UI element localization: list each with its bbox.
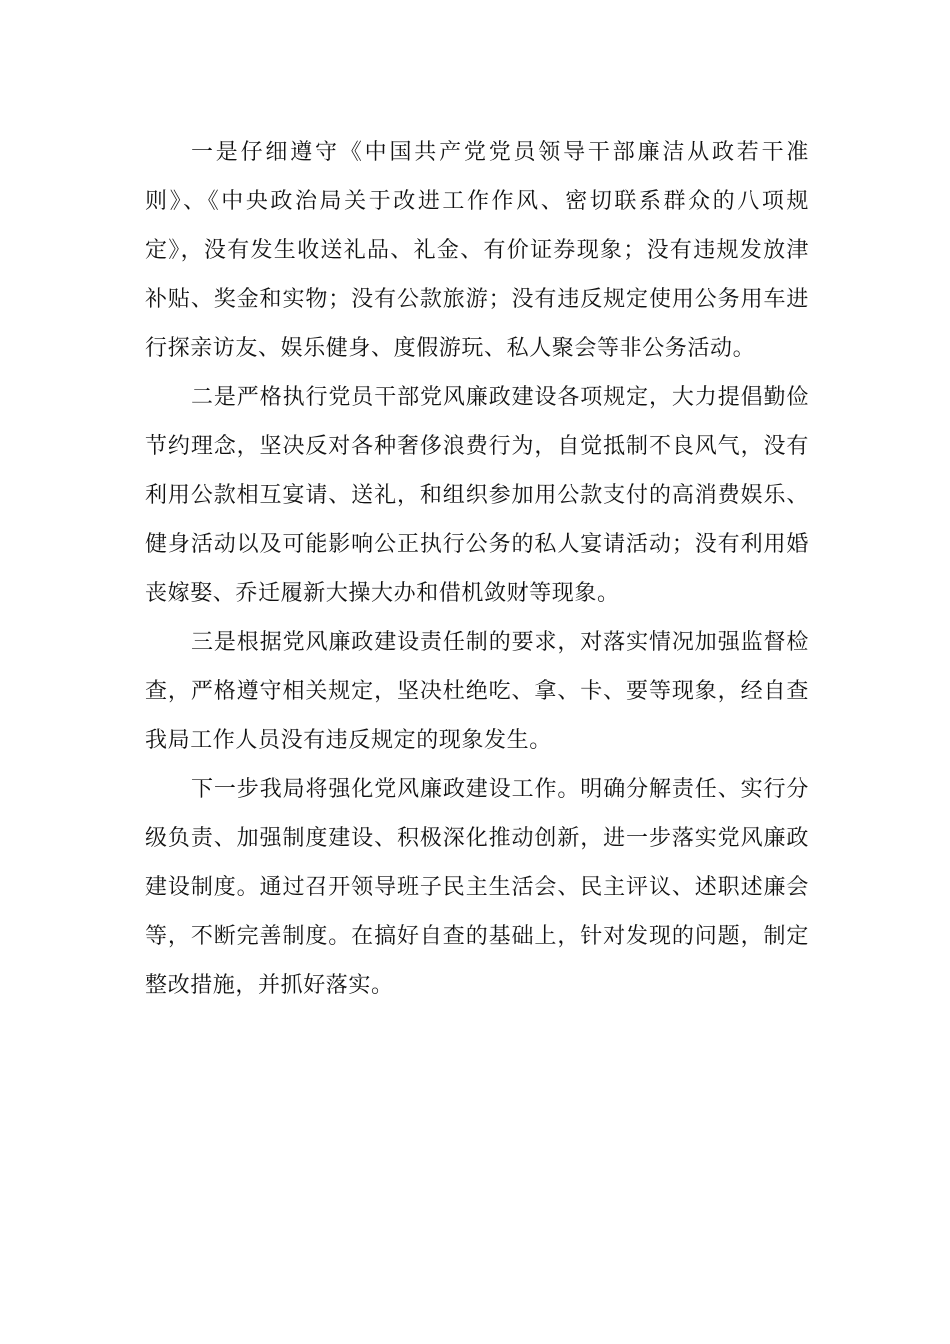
paragraph-1: 一是仔细遵守《中国共产党党员领导干部廉洁从政若干准则》、《中央政治局关于改进工作作风、密切联系群众的八项规定》，没有发生收送礼品、礼金、有价证券现象；没有违规发放津补贴、奖金和实物；没有公款旅游；没有违反规定使用公务用车进行探亲访友、娱乐健身、度假游玩、私人聚会等非公务活动。: [145, 140, 809, 361]
paragraph-2: 二是严格执行党员干部党风廉政建设各项规定，大力提倡勤俭节约理念，坚决反对各种奢侈浪费行为，自觉抵制不良风气，没有利用公款相互宴请、送礼，和组织参加用公款支付的高消费娱乐、健身活动以及可能影响公正执行公务的私人宴请活动；没有利用婚丧嫁娶、乔迁履新大操大办和借机敛财等现象。: [145, 385, 809, 606]
paragraph-4: 下一步我局将强化党风廉政建设工作。明确分解责任、实行分级负责、加强制度建设、积极深化推动创新，进一步落实党风廉政建设制度。通过召开领导班子民主生活会、民主评议、述职述廉会等，不断完善制度。在搞好自查的基础上，针对发现的问题，制定整改措施，并抓好落实。: [145, 777, 809, 998]
paragraph-3: 三是根据党风廉政建设责任制的要求，对落实情况加强监督检查，严格遵守相关规定，坚决杜绝吃、拿、卡、要等现象，经自查我局工作人员没有违反规定的现象发生。: [145, 630, 809, 753]
document-body: [145, 128, 809, 1010]
